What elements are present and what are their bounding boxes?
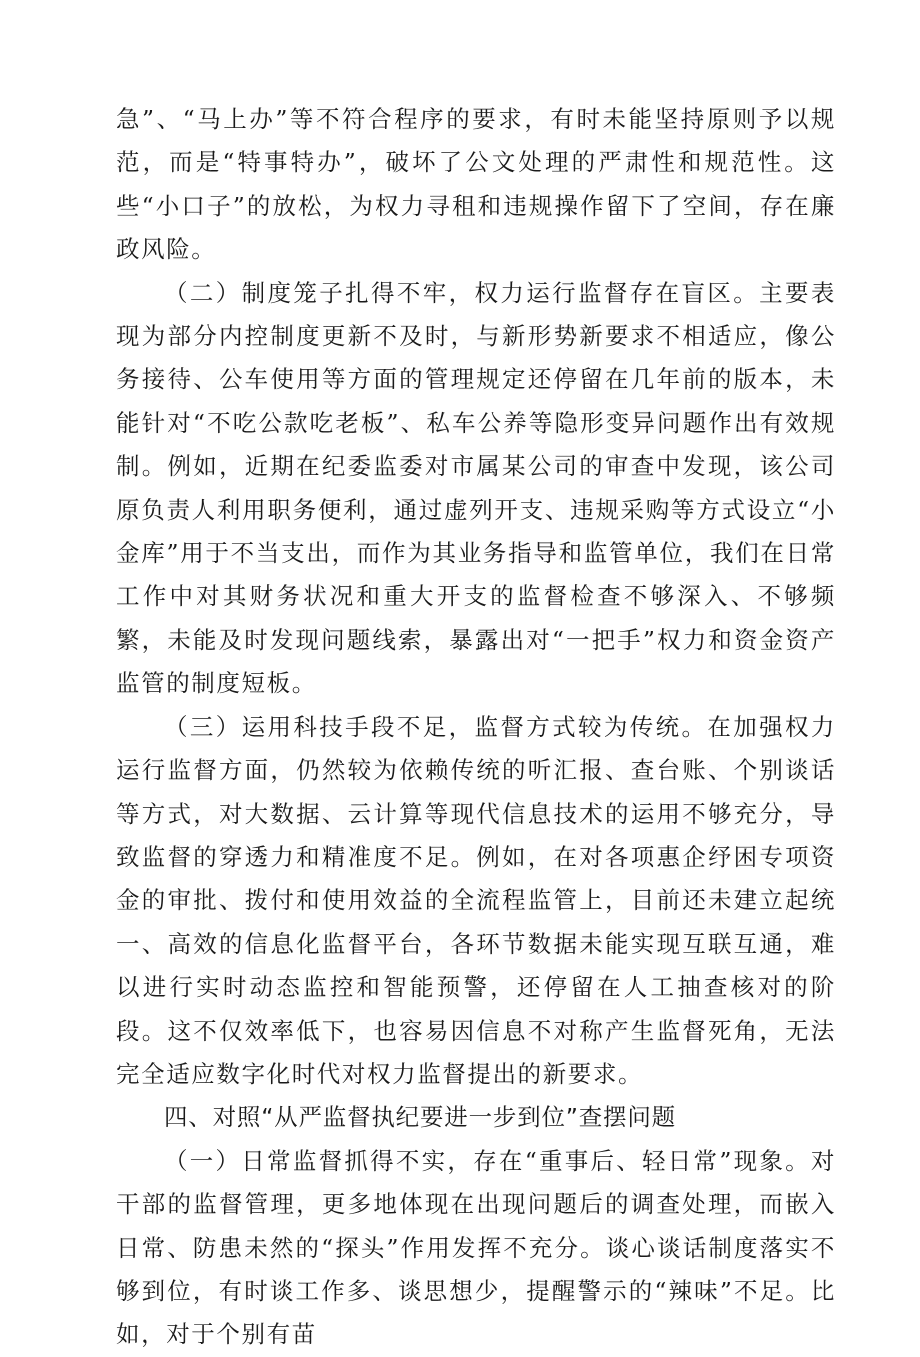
paragraph-section-2: （二）制度笼子扎得不牢，权力运行监督存在盲区。主要表现为部分内控制度更新不及时，与新形势新要求不相适应，像公务接待、公车使用等方面的管理规定还停留在几年前的版本，未能针对“不吃公款吃老板”、私车公养等隐形变异问题作出有效规制。例如，近期在纪委监委对市属某公司的审查中发现，该公司原负责人利用职务便利，通过虚列开支、违规采购等方式设立“小金库”用于不当支出，而作为其业务指导和监管单位，我们在日常工作中对其财务状况和重大开支的监督检查不够深入、不够频繁，未能及时发现问题线索，暴露出对“一把手”权力和资金资产监管的制度短板。: [116, 278, 836, 698]
paragraph-continuation: 急”、“马上办”等不符合程序的要求，有时未能坚持原则予以规范，而是“特事特办”，破坏了公文处理的严肃性和规范性。这些“小口子”的放松，为权力寻租和违规操作留下了空间，存在廉政风险。: [116, 105, 836, 264]
section-heading-4: 四、对照“从严监督执纪要进一步到位”查摆问题: [164, 1103, 676, 1132]
paragraph-subsection-1: （一）日常监督抓得不实，存在“重事后、轻日常”现象。对干部的监督管理，更多地体现在出现问题后的调查处理，而嵌入日常、防患未然的“探头”作用发挥不充分。谈心谈话制度落实不够到位，有时谈工作多、谈思想少，提醒警示的“辣味”不足。比如，对于个别有苗: [116, 1146, 836, 1349]
document-page: [116, 98, 836, 1357]
paragraph-section-3: （三）运用科技手段不足，监督方式较为传统。在加强权力运行监督方面，仍然较为依赖传统的听汇报、查台账、个别谈话等方式，对大数据、云计算等现代信息技术的运用不够充分，导致监督的穿透力和精准度不足。例如，在对各项惠企纾困专项资金的审批、拨付和使用效益的全流程监管上，目前还未建立起统一、高效的信息化监督平台，各环节数据未能实现互联互通，难以进行实时动态监控和智能预警，还停留在人工抽查核对的阶段。这不仅效率低下，也容易因信息不对称产生监督死角，无法完全适应数字化时代对权力监督提出的新要求。: [116, 712, 836, 1088]
